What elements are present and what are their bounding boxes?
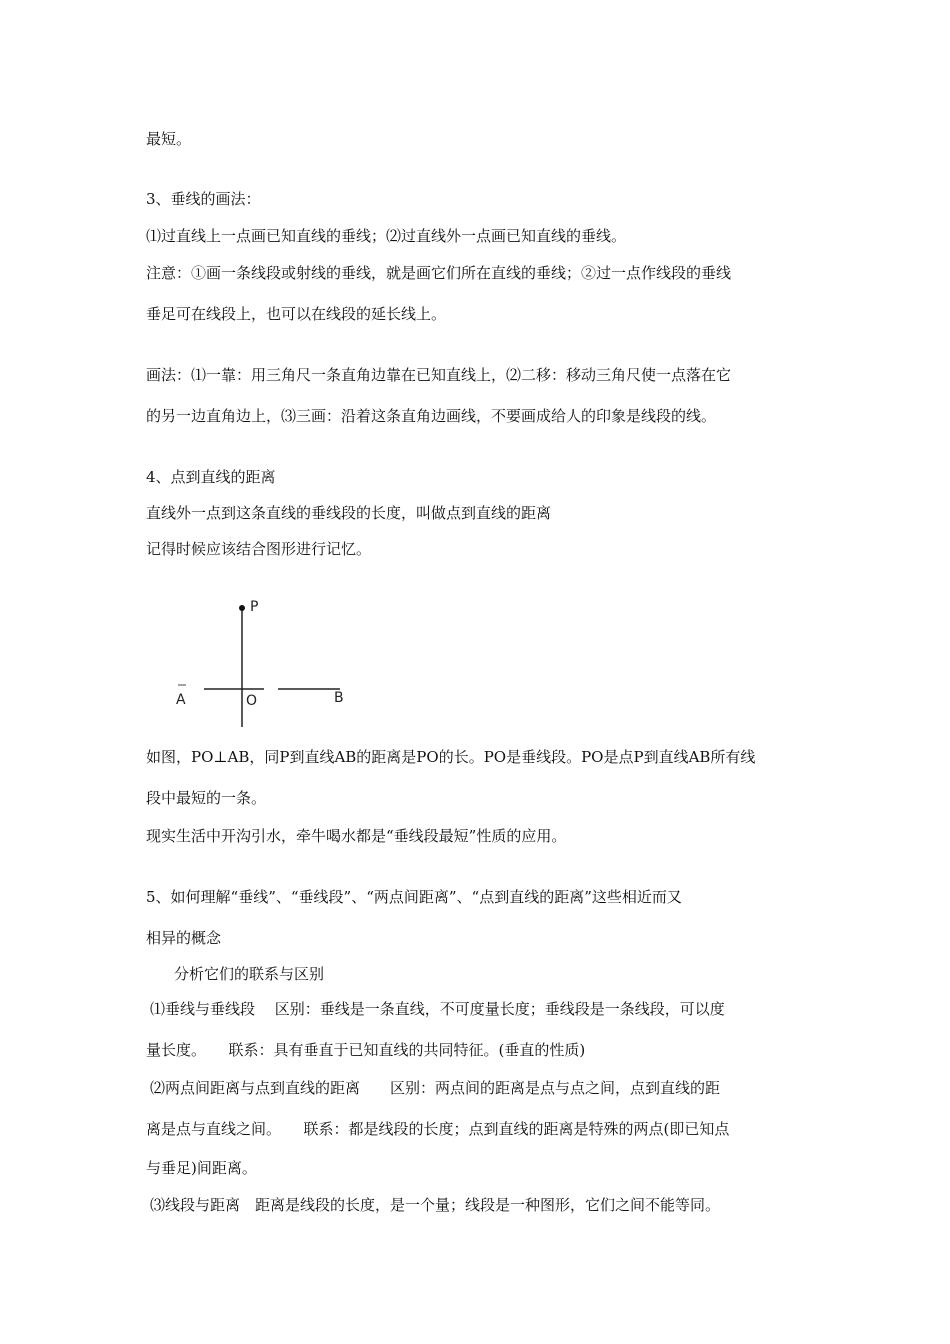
text-line: 量长度。 联系：具有垂直于已知直线的共同特征。(垂直的性质) — [146, 1041, 586, 1059]
section-heading: 3、垂线的画法： — [146, 190, 261, 208]
text-line: ⑶线段与距离 距离是线段的长度，是一个量；线段是一种图形，它们之间不能等同。 — [150, 1196, 721, 1214]
label-o: O — [246, 693, 258, 709]
text-line: 离是点与直线之间。 联系：都是线段的长度；点到直线的距离是特殊的两点(即已知点 — [146, 1120, 730, 1138]
label-p: P — [250, 599, 259, 615]
label-a: A — [176, 692, 186, 708]
label-b: B — [334, 690, 344, 706]
text-line: 分析它们的联系与区别 — [174, 965, 325, 983]
text-line: 注意：①画一条线段或射线的垂线，就是画它们所在直线的垂线；②过一点作线段的垂线 — [146, 264, 732, 282]
text-line: 垂足可在线段上，也可以在线段的延长线上。 — [146, 305, 447, 323]
text-line: ⑴过直线上一点画已知直线的垂线；⑵过直线外一点画已知直线的垂线。 — [146, 227, 627, 245]
text-line: 段中最短的一条。 — [146, 789, 267, 807]
text-line: 与垂足)间距离。 — [146, 1159, 257, 1177]
perpendicular-figure — [160, 580, 380, 730]
text-line: 画法：⑴一靠：用三角尺一条直角边靠在已知直线上，⑵二移：移动三角尺使一点落在它 — [146, 366, 732, 384]
text-line: 现实生活中开沟引水，牵牛喝水都是“垂线段最短”性质的应用。 — [146, 827, 567, 845]
text-line: ⑵两点间距离与点到直线的距离 区别：两点间的距离是点与点之间，点到直线的距 — [150, 1079, 721, 1097]
text-line: 相异的概念 — [146, 929, 222, 947]
text-line: 直线外一点到这条直线的垂线段的长度，叫做点到直线的距离 — [146, 504, 552, 522]
point-p-dot — [239, 605, 245, 611]
section-heading: 5、如何理解“垂线”、“垂线段”、“两点间距离”、“点到直线的距离”这些相近而又 — [146, 888, 682, 906]
text-line: 的另一边直角边上，⑶三画：沿着这条直角边画线，不要画成给人的印象是线段的线。 — [146, 407, 717, 425]
text-line: 最短。 — [146, 130, 192, 148]
text-line: 如图，PO⊥AB，同P到直线AB的距离是PO的长。PO是垂线段。PO是点P到直线AB所有线 — [146, 748, 756, 766]
text-line: 记得时候应该结合图形进行记忆。 — [146, 540, 372, 558]
text-line: ⑴垂线与垂线段 区别：垂线是一条直线，不可度量长度；垂线段是一条线段，可以度 — [150, 1000, 725, 1018]
section-heading: 4、点到直线的距离 — [146, 468, 276, 486]
figure-drawing — [160, 580, 380, 730]
